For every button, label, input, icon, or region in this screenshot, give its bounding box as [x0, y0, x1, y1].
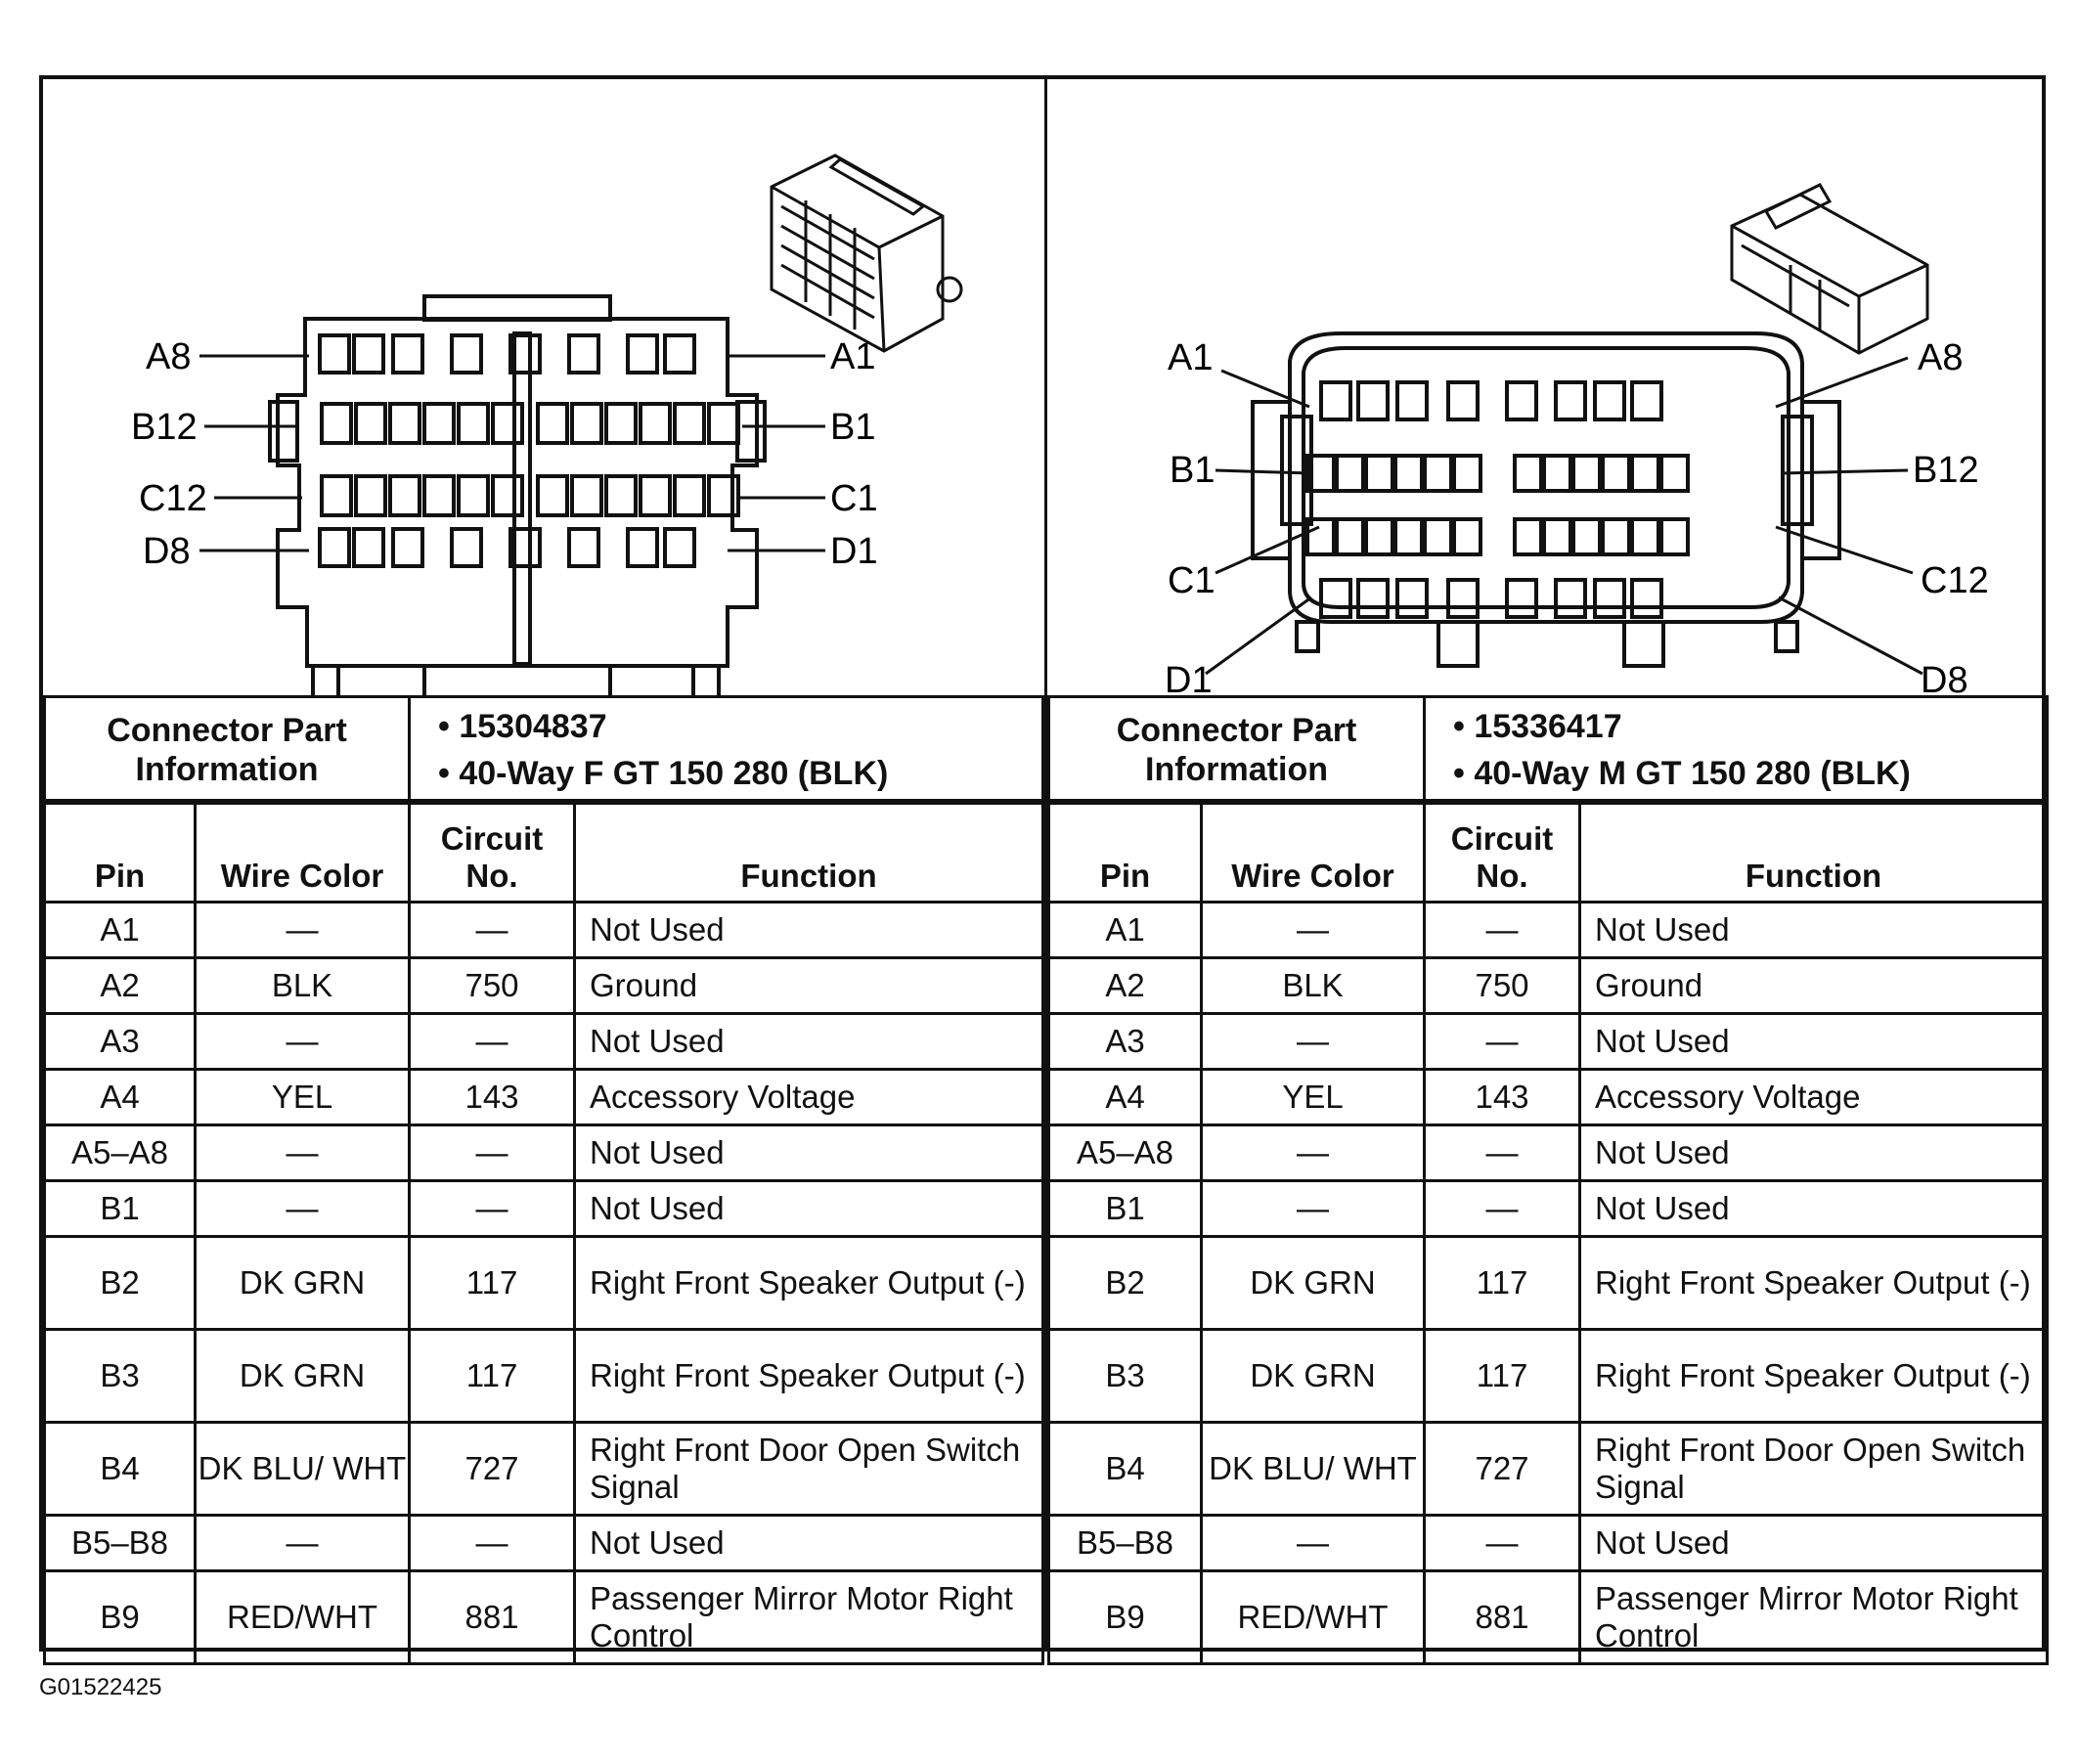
circuit-cell: 750	[1425, 958, 1580, 1014]
pin-cavity	[1661, 519, 1688, 554]
right-header-function: Function	[1580, 801, 2048, 903]
right-part-description: • 40-Way M GT 150 280 (BLK)	[1453, 755, 1911, 792]
function-cell: Not Used	[1580, 1125, 2048, 1181]
pin-cavity	[628, 335, 657, 373]
right-label-a1: A1	[1168, 337, 1214, 378]
wire-color-cell: —	[1202, 1014, 1425, 1070]
circuit-cell: —	[410, 1516, 575, 1571]
left-label-d1: D1	[830, 531, 878, 572]
circuit-cell: 727	[410, 1423, 575, 1516]
pin-cell: A1	[1049, 903, 1202, 958]
pin-row	[45, 1237, 1043, 1330]
pin-cavity	[1515, 519, 1541, 554]
pin-cavity	[1321, 580, 1350, 617]
wire-color-cell: BLK	[196, 958, 410, 1014]
pin-cavity	[538, 476, 567, 515]
function-cell: Ground	[575, 958, 1043, 1014]
pin-cavity	[1507, 580, 1536, 617]
wire-color-cell: RED/WHT	[196, 1571, 410, 1664]
pin-cavity	[1358, 382, 1388, 419]
pin-cell: A1	[45, 903, 196, 958]
pin-cavity	[1397, 580, 1427, 617]
pin-cavity	[320, 529, 349, 566]
wire-color-cell: DK GRN	[1202, 1330, 1425, 1423]
pin-row	[1049, 1330, 2048, 1423]
right-part-number: • 15336417	[1453, 708, 1622, 745]
figure-code: G01522425	[39, 1674, 162, 1700]
pin-cavity	[459, 404, 488, 443]
right-label-d1: D1	[1165, 660, 1213, 695]
pin-cavity	[393, 529, 422, 566]
pin-row	[45, 903, 1043, 958]
left-label-a1: A1	[830, 336, 876, 377]
right-label-b12: B12	[1913, 450, 1979, 491]
pin-row	[1049, 1237, 2048, 1330]
pin-cell: B1	[45, 1181, 196, 1237]
wire-color-cell: —	[196, 1181, 410, 1237]
left-connector-drawing	[43, 79, 1044, 695]
pin-cavity	[1595, 580, 1624, 617]
circuit-cell: 117	[410, 1237, 575, 1330]
pin-row	[45, 1014, 1043, 1070]
function-cell: Not Used	[575, 1014, 1043, 1070]
right-header-pin: Pin	[1049, 801, 1202, 903]
pin-cavity	[390, 404, 420, 443]
function-cell: Accessory Voltage	[1580, 1070, 2048, 1125]
pin-row	[1049, 903, 2048, 958]
function-cell: Passenger Mirror Motor Right Control	[1580, 1571, 2048, 1664]
pin-cavity	[641, 476, 670, 515]
pin-cavity	[1573, 456, 1600, 491]
circuit-cell: 117	[1425, 1330, 1580, 1423]
pin-cavity	[1507, 382, 1536, 419]
wire-color-cell: —	[196, 903, 410, 958]
circuit-cell: —	[1425, 903, 1580, 958]
circuit-cell: —	[410, 1125, 575, 1181]
pin-cavity	[354, 529, 383, 566]
pin-cavity	[1395, 519, 1422, 554]
pin-cavity	[1321, 382, 1350, 419]
pin-cavity	[452, 335, 481, 373]
pin-cavity	[459, 476, 488, 515]
left-pin-table	[43, 799, 1044, 1665]
circuit-cell: 117	[1425, 1237, 1580, 1330]
pin-cavity	[1632, 580, 1661, 617]
function-cell: Right Front Door Open Switch Signal	[575, 1423, 1043, 1516]
left-header-pin: Pin	[45, 801, 196, 903]
pin-row	[1049, 958, 2048, 1014]
pin-cavity	[1556, 580, 1585, 617]
pin-cavity	[356, 476, 385, 515]
pin-cavity	[1454, 519, 1480, 554]
pin-cavity	[1337, 519, 1363, 554]
pin-cavity	[1661, 456, 1688, 491]
function-cell: Not Used	[1580, 1181, 2048, 1237]
pin-cavity	[322, 404, 351, 443]
left-label-c12: C12	[139, 478, 207, 519]
pin-cavity	[1425, 456, 1451, 491]
wire-color-cell: DK GRN	[1202, 1237, 1425, 1330]
pin-cell: B4	[1049, 1423, 1202, 1516]
circuit-cell: —	[1425, 1125, 1580, 1181]
left-connector-info	[43, 695, 1044, 805]
pin-cavity	[538, 404, 567, 443]
function-cell: Right Front Speaker Output (-)	[575, 1330, 1043, 1423]
pin-cell: B3	[45, 1330, 196, 1423]
pin-cavity	[1556, 382, 1585, 419]
pin-cavity	[393, 335, 422, 373]
pin-row	[45, 1516, 1043, 1571]
pin-cavity	[1366, 456, 1392, 491]
pin-cell: A3	[45, 1014, 196, 1070]
function-cell: Not Used	[1580, 903, 2048, 958]
left-label-d8: D8	[143, 531, 191, 572]
pin-cavity	[606, 476, 636, 515]
pin-row	[45, 958, 1043, 1014]
right-info-values	[1425, 697, 2048, 804]
pin-cavity	[1603, 519, 1629, 554]
pin-cavity	[569, 335, 598, 373]
circuit-cell: 750	[410, 958, 575, 1014]
pin-row	[45, 1070, 1043, 1125]
pin-cavity	[1632, 382, 1661, 419]
wire-color-cell: —	[1202, 1125, 1425, 1181]
pin-row	[1049, 1070, 2048, 1125]
pin-row	[1049, 1125, 2048, 1181]
circuit-cell: —	[410, 903, 575, 958]
circuit-cell: 727	[1425, 1423, 1580, 1516]
pin-cell: A4	[45, 1070, 196, 1125]
left-label-b12: B12	[131, 407, 198, 448]
pin-cavity	[322, 476, 351, 515]
right-connector-drawing	[1047, 79, 2049, 695]
pin-cavity	[424, 476, 454, 515]
pin-cavity	[606, 404, 636, 443]
right-pin-table	[1047, 799, 2049, 1665]
circuit-cell: —	[410, 1181, 575, 1237]
left-label-a8: A8	[146, 336, 192, 377]
pin-cavity	[1454, 456, 1480, 491]
function-cell: Not Used	[1580, 1516, 2048, 1571]
left-connector-diagram	[43, 79, 1044, 695]
pin-row	[1049, 1423, 2048, 1516]
left-info-values	[410, 697, 1043, 804]
right-label-b1: B1	[1170, 450, 1215, 491]
pin-cavity	[1337, 456, 1363, 491]
pin-row	[1049, 1181, 2048, 1237]
right-connector-3d-icon	[1732, 185, 1927, 353]
function-cell: Not Used	[575, 1181, 1043, 1237]
function-cell: Passenger Mirror Motor Right Control	[575, 1571, 1043, 1664]
pin-cavity	[354, 335, 383, 373]
right-label-d8: D8	[1921, 660, 1968, 695]
pin-cavity	[1573, 519, 1600, 554]
pin-cavity	[356, 404, 385, 443]
left-connector-face	[270, 296, 765, 695]
left-connector-panel	[43, 79, 1044, 1654]
left-label-c1: C1	[830, 478, 878, 519]
left-part-number: • 15304837	[438, 708, 607, 745]
pin-cavity	[1448, 382, 1478, 419]
pin-row	[45, 1181, 1043, 1237]
pin-cavity	[1603, 456, 1629, 491]
function-cell: Ground	[1580, 958, 2048, 1014]
right-label-c12: C12	[1921, 560, 1989, 601]
pin-cavity	[452, 529, 481, 566]
circuit-cell: 881	[410, 1571, 575, 1664]
circuit-cell: 117	[410, 1330, 575, 1423]
pin-cavity	[1632, 456, 1658, 491]
pin-cell: B2	[45, 1237, 196, 1330]
right-connector-info	[1047, 695, 2049, 805]
wire-color-cell: BLK	[1202, 958, 1425, 1014]
left-info-title: Connector Part Information	[45, 697, 410, 804]
pin-cell: B2	[1049, 1237, 1202, 1330]
wire-color-cell: DK GRN	[196, 1330, 410, 1423]
right-connector-panel	[1044, 79, 2049, 1654]
wire-color-cell: YEL	[1202, 1070, 1425, 1125]
pin-cavity	[628, 529, 657, 566]
right-connector-diagram	[1047, 79, 2049, 695]
circuit-cell: —	[1425, 1516, 1580, 1571]
function-cell: Right Front Speaker Output (-)	[575, 1237, 1043, 1330]
function-cell: Accessory Voltage	[575, 1070, 1043, 1125]
pin-cavity	[1425, 519, 1451, 554]
pin-cell: A3	[1049, 1014, 1202, 1070]
pin-cavity	[665, 335, 694, 373]
pin-row	[45, 1330, 1043, 1423]
circuit-cell: —	[410, 1014, 575, 1070]
pin-cell: A2	[1049, 958, 1202, 1014]
pin-cell: B4	[45, 1423, 196, 1516]
function-cell: Not Used	[575, 1516, 1043, 1571]
left-connector-3d-icon	[772, 155, 961, 351]
function-cell: Right Front Door Open Switch Signal	[1580, 1423, 2048, 1516]
pin-row	[1049, 1014, 2048, 1070]
pin-cavity	[665, 529, 694, 566]
pin-cavity	[1595, 382, 1624, 419]
right-label-a8: A8	[1918, 337, 1964, 378]
pin-cell: B9	[45, 1571, 196, 1664]
left-header-circuit: Circuit No.	[410, 801, 575, 903]
wire-color-cell: DK BLU/ WHT	[1202, 1423, 1425, 1516]
pin-cavity	[675, 476, 704, 515]
connector-sheet	[39, 75, 2046, 1652]
function-cell: Not Used	[575, 903, 1043, 958]
pin-cavity	[572, 404, 601, 443]
wire-color-cell: —	[196, 1516, 410, 1571]
circuit-cell: 143	[410, 1070, 575, 1125]
circuit-cell: —	[1425, 1014, 1580, 1070]
wire-color-cell: —	[1202, 903, 1425, 958]
left-header-function: Function	[575, 801, 1043, 903]
pin-cell: A4	[1049, 1070, 1202, 1125]
pin-cell: B1	[1049, 1181, 1202, 1237]
pin-cavity	[1515, 456, 1541, 491]
right-header-wire-color: Wire Color	[1202, 801, 1425, 903]
pin-row	[45, 1571, 1043, 1664]
right-info-title: Connector Part Information	[1049, 697, 1425, 804]
wire-color-cell: —	[1202, 1516, 1425, 1571]
right-header-circuit: Circuit No.	[1425, 801, 1580, 903]
circuit-cell: 881	[1425, 1571, 1580, 1664]
pin-cavity	[572, 476, 601, 515]
function-cell: Not Used	[1580, 1014, 2048, 1070]
wire-color-cell: YEL	[196, 1070, 410, 1125]
pin-cavity	[1397, 382, 1427, 419]
wire-color-cell: —	[1202, 1181, 1425, 1237]
pin-cavity	[424, 404, 454, 443]
pin-cavity	[320, 335, 349, 373]
pin-cell: A5–A8	[1049, 1125, 1202, 1181]
pin-cell: B9	[1049, 1571, 1202, 1664]
pin-cavity	[1366, 519, 1392, 554]
pin-cavity	[641, 404, 670, 443]
pin-cavity	[1395, 456, 1422, 491]
pin-cavity	[390, 476, 420, 515]
pin-cavity	[1358, 580, 1388, 617]
circuit-cell: 143	[1425, 1070, 1580, 1125]
wire-color-cell: —	[196, 1125, 410, 1181]
function-cell: Right Front Speaker Output (-)	[1580, 1330, 2048, 1423]
pin-cavity	[569, 529, 598, 566]
function-cell: Right Front Speaker Output (-)	[1580, 1237, 2048, 1330]
left-label-b1: B1	[830, 407, 876, 448]
left-part-description: • 40-Way F GT 150 280 (BLK)	[438, 755, 889, 792]
left-header-wire-color: Wire Color	[196, 801, 410, 903]
pin-cell: B5–B8	[45, 1516, 196, 1571]
pin-cell: B5–B8	[1049, 1516, 1202, 1571]
pin-row	[45, 1423, 1043, 1516]
wire-color-cell: DK BLU/ WHT	[196, 1423, 410, 1516]
pin-cavity	[1632, 519, 1658, 554]
wire-color-cell: RED/WHT	[1202, 1571, 1425, 1664]
pin-cavity	[1544, 519, 1570, 554]
pin-cell: A2	[45, 958, 196, 1014]
right-label-c1: C1	[1168, 560, 1215, 601]
pin-cell: B3	[1049, 1330, 1202, 1423]
pin-cavity	[675, 404, 704, 443]
pin-cell: A5–A8	[45, 1125, 196, 1181]
wire-color-cell: —	[196, 1014, 410, 1070]
pin-cavity	[1544, 456, 1570, 491]
pin-cavity	[1448, 580, 1478, 617]
circuit-cell: —	[1425, 1181, 1580, 1237]
pin-cavity	[709, 404, 738, 443]
pin-row	[1049, 1571, 2048, 1664]
pin-row	[45, 1125, 1043, 1181]
wire-color-cell: DK GRN	[196, 1237, 410, 1330]
function-cell: Not Used	[575, 1125, 1043, 1181]
pin-row	[1049, 1516, 2048, 1571]
